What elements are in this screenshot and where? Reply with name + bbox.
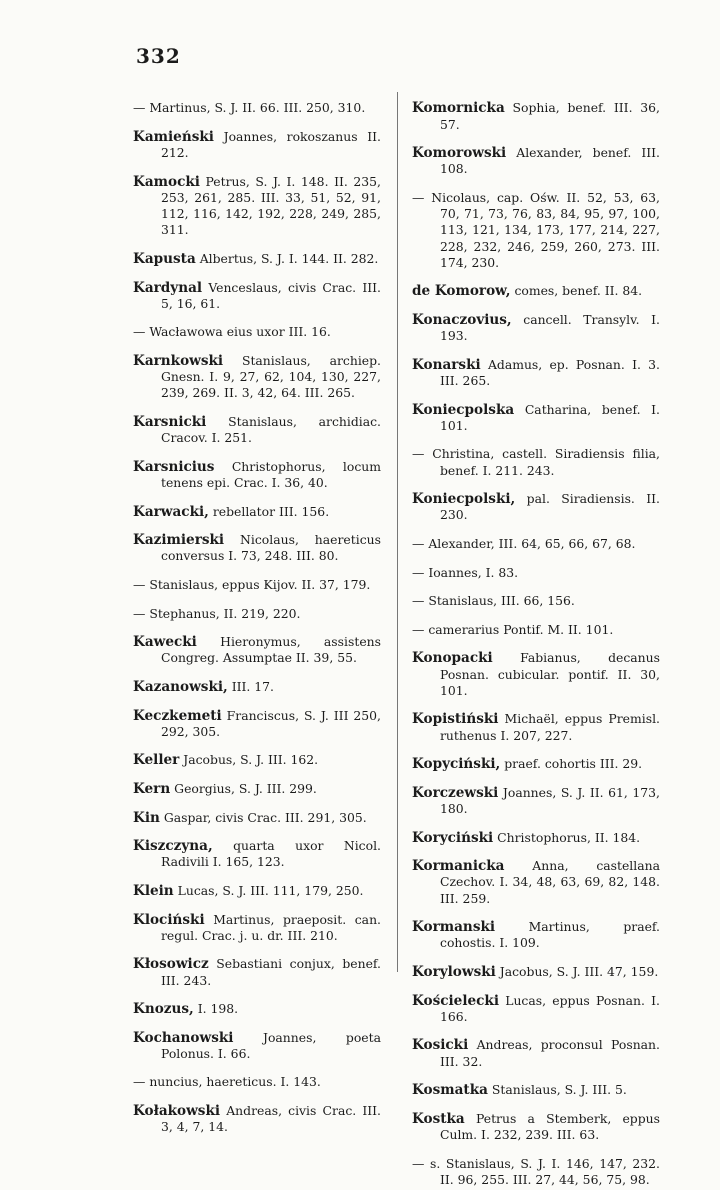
entry-head: Kin bbox=[133, 809, 160, 826]
entry-text: Venceslaus, civis Crac. III. 5, 16, 61. bbox=[161, 279, 381, 311]
index-entry bbox=[133, 708, 381, 740]
index-entry bbox=[412, 1037, 660, 1069]
entry-head: Komorowski bbox=[412, 145, 507, 162]
entry-head: Kormanicka bbox=[412, 858, 505, 875]
entry-text: — camerarius Pontif. M. II. 101. bbox=[412, 621, 614, 637]
index-entry bbox=[133, 781, 381, 797]
entry-head: Keller bbox=[133, 752, 180, 769]
index-entry bbox=[133, 752, 381, 768]
entry-text: Lucas, S. J. III. 111, 179, 250. bbox=[177, 882, 364, 898]
index-entry bbox=[133, 1103, 381, 1135]
entry-head: Koniecpolska bbox=[412, 401, 515, 418]
entry-text: Lucas, eppus Posnan. I. 166. bbox=[440, 992, 660, 1024]
entry-text: Sebastiani conjux, benef. III. 243. bbox=[161, 956, 381, 988]
entry-text: — Nicolaus, cap. Ośw. II. 52, 53, 63, 70, 71, 73, 76, 83, 84, 95, 97, 100, 113, 121, 134, 173, 177, 214, 227, 228, 232, 246, 259, 260, 273. III. 174, 230. bbox=[412, 189, 660, 270]
index-entry bbox=[133, 838, 381, 870]
entry-head: Konarski bbox=[412, 356, 481, 373]
entry-text: Stanislaus, archiep. Gnesn. I. 9, 27, 62, 104, 130, 227, 239, 269. II. 3, 42, 64. III. 265. bbox=[161, 352, 381, 401]
index-entry bbox=[412, 711, 660, 743]
index-entry bbox=[133, 324, 381, 340]
index-entry bbox=[412, 593, 660, 609]
entry-text: Jacobus, S. J. III. 47, 159. bbox=[499, 963, 659, 979]
entry-head: Korylowski bbox=[412, 963, 496, 980]
entry-head: Kosmatka bbox=[412, 1082, 488, 1099]
entry-text: Petrus, S. J. I. 148. II. 235, 253, 261, 285. III. 33, 51, 52, 91, 112, 116, 142, 192, 228, 249, 285, 311. bbox=[161, 173, 381, 238]
index-column-right bbox=[412, 88, 660, 1190]
index-entry bbox=[412, 357, 660, 389]
entry-head: Kamocki bbox=[133, 173, 200, 190]
entry-text: — Ioannes, I. 83. bbox=[412, 564, 519, 580]
index-entry bbox=[412, 858, 660, 907]
entry-head: Kazimierski bbox=[133, 532, 225, 549]
entry-head: Koryciński bbox=[412, 829, 494, 846]
entry-head: Karsnicki bbox=[133, 413, 207, 430]
entry-head: Kosicki bbox=[412, 1037, 469, 1054]
index-entry bbox=[412, 1111, 660, 1143]
entry-head: Kormanski bbox=[412, 919, 496, 936]
index-column-left bbox=[133, 88, 381, 1137]
entry-text: Fabianus, decanus Posnan. cubicular. pontif. II. 30, 101. bbox=[440, 650, 660, 698]
entry-text: Gaspar, civis Crac. III. 291, 305. bbox=[163, 809, 367, 825]
entry-text: Catharina, benef. I. 101. bbox=[440, 401, 660, 433]
entry-text: — Martinus, S. J. II. 66. III. 250, 310. bbox=[133, 100, 366, 116]
entry-head: Karsnicius bbox=[133, 458, 215, 475]
entry-text: — Christina, castell. Siradiensis filia, benef. I. 211. 243. bbox=[412, 446, 660, 478]
entry-text: Michaël, eppus Premisl. ruthenus I. 207, 227. bbox=[440, 711, 660, 743]
entry-text: Albertus, S. J. I. 144. II. 282. bbox=[199, 250, 379, 266]
entry-text: comes, benef. II. 84. bbox=[514, 283, 643, 299]
index-entry bbox=[133, 353, 381, 402]
entry-text: — Stephanus, II. 219, 220. bbox=[133, 605, 301, 621]
index-entry bbox=[412, 283, 660, 299]
index-entry bbox=[133, 504, 381, 520]
entry-head: Klein bbox=[133, 882, 174, 899]
index-entry bbox=[133, 251, 381, 267]
entry-head: Keczkemeti bbox=[133, 707, 222, 724]
column-divider bbox=[397, 92, 398, 972]
entry-head: Kern bbox=[133, 780, 171, 797]
index-entry bbox=[412, 1156, 660, 1188]
entry-head: Karnkowski bbox=[133, 352, 224, 369]
entry-text: Stanislaus, archidiac. Cracov. I. 251. bbox=[161, 413, 381, 446]
entry-text: Alexander, benef. III. 108. bbox=[440, 145, 660, 177]
index-entry bbox=[412, 145, 660, 177]
entry-text: Nicolaus, haereticus conversus I. 73, 248. III. 80. bbox=[161, 532, 381, 564]
entry-head: Knozus, bbox=[133, 1001, 194, 1018]
index-entry bbox=[133, 577, 381, 593]
index-entry bbox=[412, 536, 660, 552]
index-entry bbox=[133, 280, 381, 312]
entry-text: Hieronymus, assistens Congreg. Assumptae II. 39, 55. bbox=[161, 634, 381, 666]
index-entry bbox=[412, 785, 660, 817]
index-entry bbox=[133, 532, 381, 564]
entry-text: Adamus, ep. Posnan. I. 3. III. 265. bbox=[440, 356, 660, 388]
entry-head: Klociński bbox=[133, 911, 205, 928]
index-entry bbox=[412, 650, 660, 699]
index-entry bbox=[412, 622, 660, 638]
entry-head: Kłosowicz bbox=[133, 956, 209, 973]
index-entry bbox=[133, 174, 381, 239]
entry-head: Kazanowski, bbox=[133, 678, 228, 695]
index-entry bbox=[412, 565, 660, 581]
entry-text: Joannes, S. J. II. 61, 173, 180. bbox=[440, 784, 660, 816]
entry-head: Kawecki bbox=[133, 634, 197, 651]
entry-text: — Stanislaus, eppus Kijov. II. 37, 179. bbox=[133, 576, 371, 592]
entry-head: Komornicka bbox=[412, 100, 505, 117]
entry-head: Karwacki, bbox=[133, 503, 209, 520]
page-number: 332 bbox=[136, 44, 181, 68]
entry-text: — s. Stanislaus, S. J. I. 146, 147, 232. II. 96, 255. III. 27, 44, 56, 75, 98. bbox=[412, 1155, 660, 1187]
index-entry bbox=[412, 830, 660, 846]
entry-text: Martinus, praef. cohostis. I. 109. bbox=[440, 919, 660, 951]
entry-head: Konopacki bbox=[412, 650, 493, 667]
index-entry bbox=[133, 459, 381, 491]
index-entry bbox=[412, 312, 660, 344]
entry-text: — nuncius, haereticus. I. 143. bbox=[133, 1074, 321, 1090]
index-entry bbox=[412, 1082, 660, 1098]
index-entry bbox=[412, 964, 660, 980]
entry-text: Sophia, benef. III. 36, 57. bbox=[440, 100, 660, 132]
index-entry bbox=[133, 1001, 381, 1017]
index-entry bbox=[133, 414, 381, 446]
entry-head: Kostka bbox=[412, 1110, 465, 1127]
entry-head: Koniecpolski, bbox=[412, 491, 516, 508]
entry-text: I. 198. bbox=[197, 1001, 239, 1017]
entry-text: Andreas, civis Crac. III. 3, 4, 7, 14. bbox=[161, 1103, 381, 1135]
entry-head: Kochanowski bbox=[133, 1029, 234, 1046]
index-entry bbox=[412, 993, 660, 1025]
entry-text: Stanislaus, S. J. III. 5. bbox=[491, 1082, 627, 1098]
entry-head: Kardynal bbox=[133, 279, 203, 296]
index-entry bbox=[412, 402, 660, 434]
index-entry bbox=[133, 883, 381, 899]
entry-text: Joannes, rokoszanus II. 212. bbox=[161, 128, 381, 161]
entry-head: Korczewski bbox=[412, 784, 499, 801]
entry-head: Kołakowski bbox=[133, 1103, 221, 1120]
index-entry bbox=[133, 810, 381, 826]
entry-head: Kopistiński bbox=[412, 711, 499, 728]
entry-text: quarta uxor Nicol. Radivili I. 165, 123. bbox=[161, 838, 381, 870]
entry-text: Petrus a Stemberk, eppus Culm. I. 232, 239. III. 63. bbox=[440, 1110, 660, 1142]
entry-text: Andreas, proconsul Posnan. III. 32. bbox=[440, 1037, 660, 1069]
entry-head: de Komorow, bbox=[412, 283, 511, 300]
entry-head: Kapusta bbox=[133, 250, 196, 267]
entry-head: Kopyciński, bbox=[412, 756, 501, 773]
index-entry bbox=[412, 919, 660, 951]
entry-text: praef. cohortis III. 29. bbox=[504, 756, 643, 772]
index-entry bbox=[133, 1030, 381, 1062]
entry-text: Franciscus, S. J. III 250, 292, 305. bbox=[161, 707, 381, 739]
entry-text: III. 17. bbox=[231, 678, 275, 694]
index-entry bbox=[412, 100, 660, 132]
entry-head: Konaczovius, bbox=[412, 311, 512, 328]
entry-text: Martinus, praeposit. can. regul. Crac. j. u. dr. III. 210. bbox=[161, 911, 381, 943]
index-entry bbox=[412, 190, 660, 271]
index-entry bbox=[133, 100, 381, 116]
entry-text: cancell. Transylv. I. 193. bbox=[440, 311, 660, 344]
index-entry bbox=[412, 491, 660, 523]
entry-head: Kościelecki bbox=[412, 992, 499, 1009]
entry-text: — Stanislaus, III. 66, 156. bbox=[412, 593, 575, 609]
index-entry bbox=[133, 956, 381, 988]
entry-head: Kamieński bbox=[133, 128, 214, 145]
entry-head: Kiszczyna, bbox=[133, 838, 213, 855]
entry-text: Christophorus, II. 184. bbox=[497, 829, 641, 845]
index-entry bbox=[412, 756, 660, 772]
entry-text: — Wacławowa eius uxor III. 16. bbox=[133, 324, 331, 340]
index-entry bbox=[133, 679, 381, 695]
index-entry bbox=[133, 634, 381, 666]
index-entry bbox=[133, 1074, 381, 1090]
index-entry bbox=[412, 446, 660, 478]
entry-text: rebellator III. 156. bbox=[212, 503, 330, 519]
index-entry bbox=[133, 912, 381, 944]
entry-text: — Alexander, III. 64, 65, 66, 67, 68. bbox=[412, 535, 636, 551]
entry-text: Christophorus, locum tenens epi. Crac. I. 36, 40. bbox=[161, 458, 381, 490]
entry-text: Joannes, poeta Polonus. I. 66. bbox=[161, 1029, 381, 1061]
entry-text: Anna, castellana Czechov. I. 34, 48, 63, 69, 82, 148. III. 259. bbox=[440, 858, 660, 906]
entry-text: pal. Siradiensis. II. 230. bbox=[440, 491, 660, 523]
entry-text: Georgius, S. J. III. 299. bbox=[174, 780, 317, 796]
entry-text: Jacobus, S. J. III. 162. bbox=[183, 752, 319, 768]
index-entry bbox=[133, 606, 381, 622]
index-entry bbox=[133, 129, 381, 161]
